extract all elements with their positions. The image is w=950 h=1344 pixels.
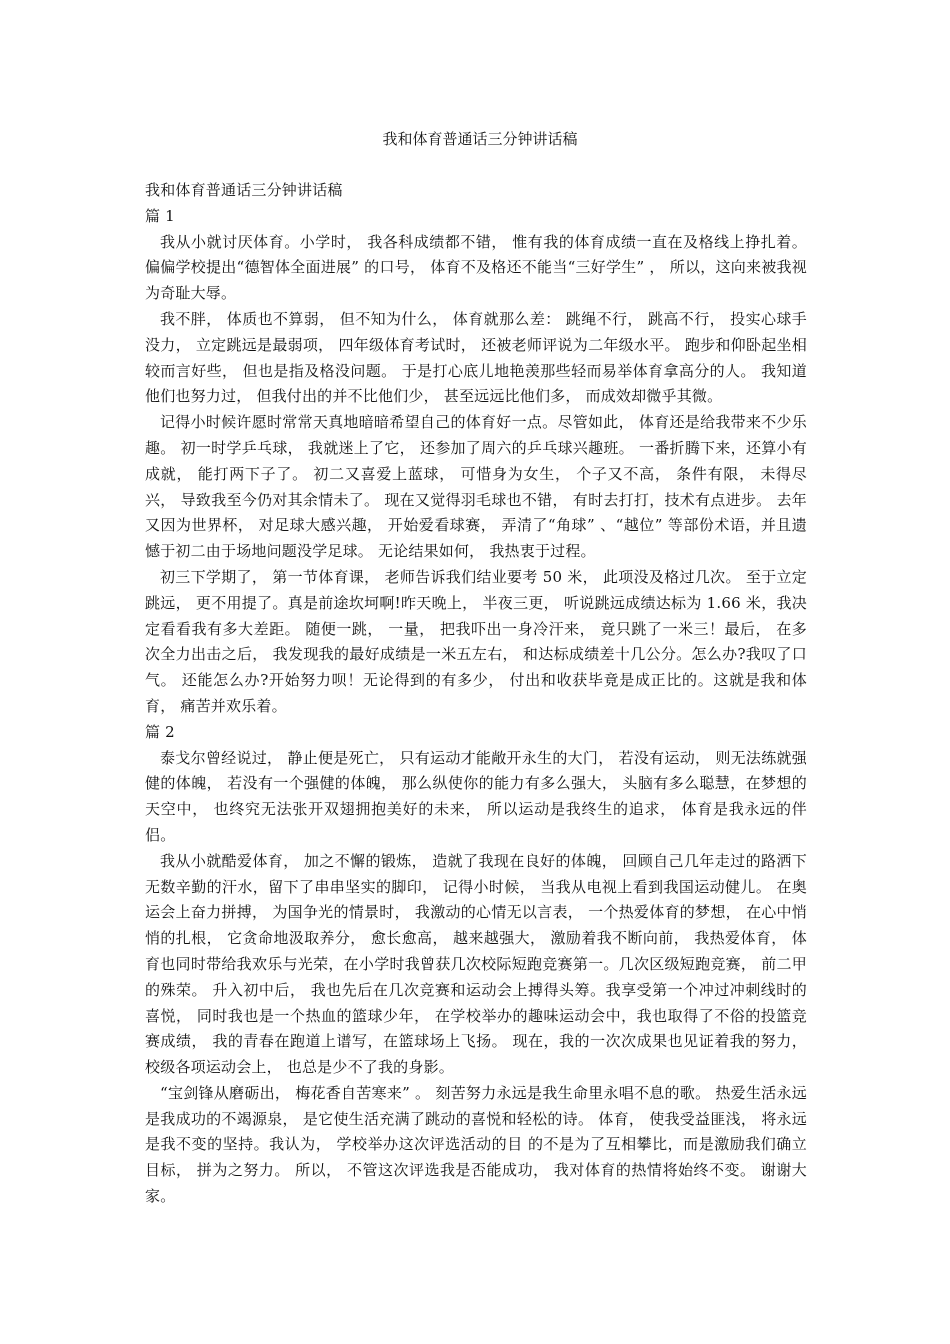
paragraph: 我从小就讨厌体育。小学时， 我各科成绩都不错， 惟有我的体育成绩一直在及格线上挣扎着。 偏偏学校提出“德智体全面进展” 的口号， 体育不及格还不能当“三好学生” ， 所以，这向来被我视为奇耻大辱。 — [145, 232, 807, 303]
paragraph: 记得小时候许愿时常常天真地暗暗希望自己的体育好一点。尽管如此， 体育还是给我带来不少乐趣。 初一时学乒乓球， 我就迷上了它， 还参加了周六的乒乓球兴趣班。 一番折腾下来，还算小有成就， 能打两下子了。 初二又喜爱上蓝球， 可惜身为女生， 个子又不高， 条件有限， 未得尽兴， 导致我至今仍对其余情未了。 现在又觉得羽毛球也不错， 有时去打打，技术有点进步。 去年又因为世界杯， 对足球大感兴趣， 开始爱看球赛， 弄清了“角球” 、“越位” 等部份术语，并且遗憾于初二由于场地问题没学足球。 无论结果如何， 我热衷于过程。 — [145, 413, 808, 561]
document-body — [145, 178, 807, 1210]
paragraph: 我不胖， 体质也不算弱， 但不知为什么， 体育就那么差： 跳绳不行， 跳高不行， 投实心球手没力， 立定跳远是最弱项， 四年级体育考试时， 还被老师评说为二年级水平。 跑步和仰卧起坐相较而言好些， 但也是指及格没问题。 于是打心底儿地艳羡那些轻而易举体育拿高分的人。 我知道他们也努力过， 但我付出的并不比他们少， 甚至远远比他们多， 而成效却微乎其微。 — [145, 309, 807, 406]
paragraph: 泰戈尔曾经说过， 静止便是死亡， 只有运动才能敞开永生的大门， 若没有运动， 则无法练就强健的体魄， 若没有一个强健的体魄， 那么纵使你的能力有多么强大， 头脑有多么聪慧，在梦想的天空中， 也终究无法张开双翅拥抱美好的未来， 所以运动是我终生的追求， 体育是我永远的伴侣。 — [145, 748, 807, 844]
paragraph: “宝剑锋从磨砺出， 梅花香自苦寒来” 。 刻苦努力永远是我生命里永唱不息的歌。 热爱生活永远是我成功的不竭源泉， 是它使生活充满了跳动的喜悦和轻松的诗。 体育， 使我受益匪浅， 将永远是我不变的坚持。我认为， 学校举办这次评选活动的目 的不是为了互相攀比，而是激励我们确立目标， 拼为之努力。 所以， 不管这次评选我是否能成功， 我对体育的热情将始终不变。 谢谢大家。 — [145, 1083, 807, 1206]
section-label-2: 篇 2 — [145, 722, 175, 741]
paragraph: 我从小就酷爱体育， 加之不懈的锻炼， 造就了我现在良好的体魄， 回顾自己几年走过的路洒下无数辛勤的汗水，留下了串串坚实的脚印， 记得小时候， 当我从电视上看到我国运动健儿。 在奥运会上奋力拼搏， 为国争光的情景时， 我激动的心情无以言表， 一个热爱体育的梦想， 在心中悄悄的扎根， 它贪命地汲取养分， 愈长愈高， 越来越强大， 激励着我不断向前， 我热爱体育， 体育也同时带给我欢乐与光荣，在小学时我曾获几次校际短跑竞赛第一。几次区级短跑竞赛， 前二甲的殊荣。 升入初中后， 我也先后在几次竞赛和运动会上搏得头筹。我享受第一个冲过冲刺线时的喜悦， 同时我也是一个热血的篮球少年， 在学校举办的趣味运动会中，我也取得了不俗的投篮竞赛成绩， 我的青春在跑道上谱写，在篮球场上飞扬。 现在，我的一次次成果也见证着我的努力，校级各项运动会上， 也总是少不了我的身影。 — [145, 851, 807, 1077]
section-label-1: 篇 1 — [145, 206, 175, 225]
paragraph: 初三下学期了， 第一节体育课， 老师告诉我们结业要考 50 米， 此项没及格过几次。 至于立定跳远， 更不用提了。真是前途坎坷啊!昨天晚上， 半夜三更， 听说跳远成绩达标为 1.66 米，我决定看看我有多大差距。 随便一跳， 一量， 把我吓出一身冷汗来， 竟只跳了一米三！最后， 在多次全力出击之后， 我发现我的最好成绩是一米五左右， 和达标成绩差十几公分。怎么办?我叹了口气。 还能怎么办?开始努力呗！无论得到的有多少， 付出和收获毕竟是成正比的。这就是我和体育， 痛苦并欢乐着。 — [145, 567, 807, 715]
document-subtitle: 我和体育普通话三分钟讲话稿 — [145, 181, 343, 199]
document-title: 我和体育普通话三分钟讲话稿 — [382, 130, 578, 148]
